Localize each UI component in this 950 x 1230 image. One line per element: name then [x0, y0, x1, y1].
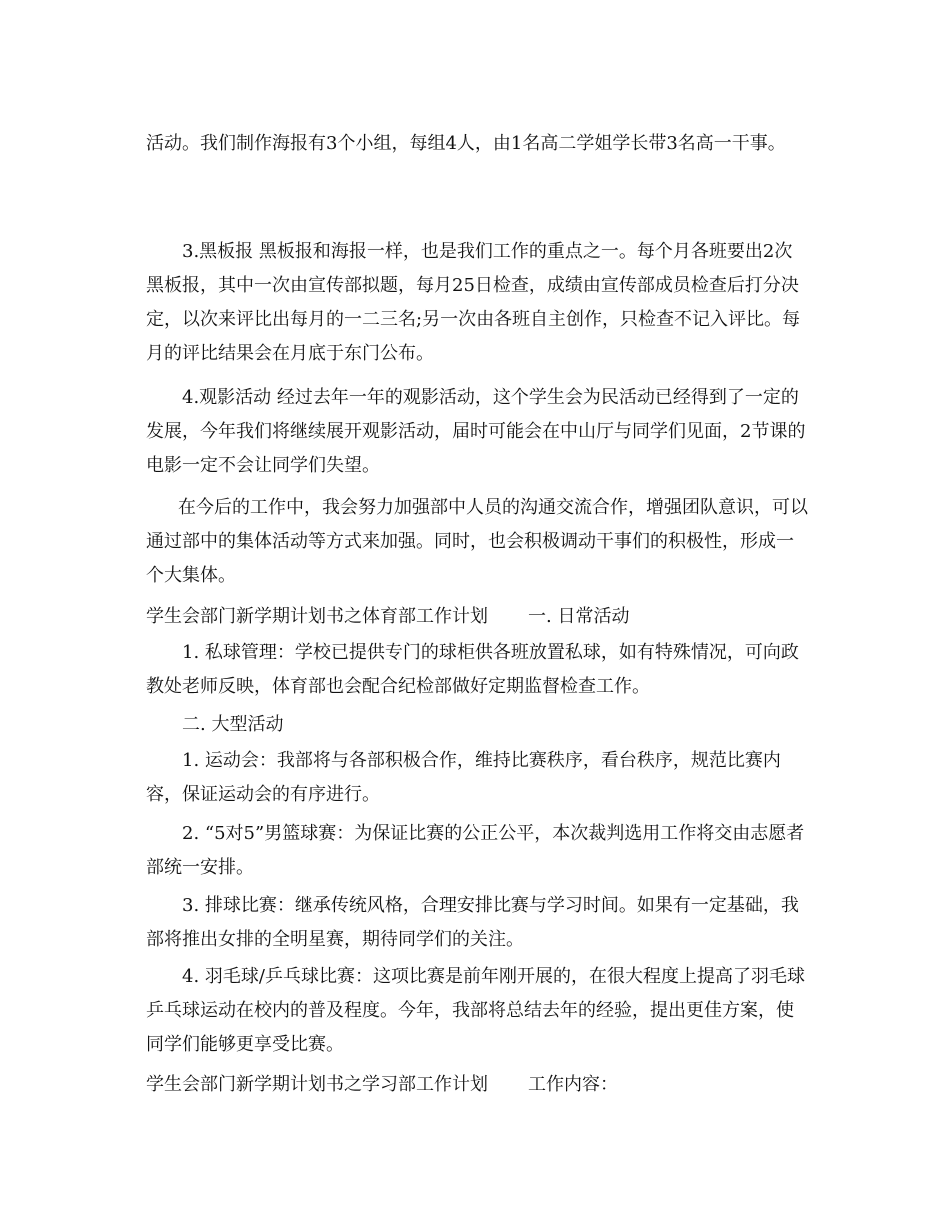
subheading-major-activities: 二. 大型活动 [182, 714, 284, 735]
paragraph-sports-meet: 1. 运动会：我部将与各部积极合作，维持比赛秩序，看台秩序，规范比赛内容，保证运动会的有序进行。 [146, 750, 781, 805]
subheading-daily-activities: 一. 日常活动 [528, 606, 630, 627]
section-title-study: 学生会部门新学期计划书之学习部工作计划 [146, 1074, 488, 1095]
paragraph-volleyball: 3. 排球比赛：继承传统风格，合理安排比赛与学习时间。如果有一定基础，我部将推出女排的全明星赛，期待同学们的关注。 [146, 895, 799, 950]
section-heading-sports [146, 600, 810, 634]
section-title-sports: 学生会部门新学期计划书之体育部工作计划 [146, 606, 488, 627]
subheading-work-content: 工作内容： [528, 1074, 618, 1095]
paragraph-basketball: 2. “5对5”男篮球赛：为保证比赛的公正公平，本次裁判选用工作将交由志愿者部统一安排。 [146, 823, 805, 878]
paragraph-ball-management: 1. 私球管理：学校已提供专门的球柜供各班放置私球，如有特殊情况，可向政教处老师反映，体育部也会配合纪检部做好定期监督检查工作。 [146, 642, 799, 697]
paragraph-future-work: 在今后的工作中，我会努力加强部中人员的沟通交流合作，增强团队意识，可以通过部中的集体活动等方式来加强。同时，也会积极调动干事们的积极性，形成一个大集体。 [146, 497, 808, 586]
paragraph-poster-groups: 活动。我们制作海报有3个小组，每组4人，由1名高二学姐学长带3名高一干事。 [146, 133, 786, 154]
paragraph-blackboard: 3.黑板报 黑板报和海报一样，也是我们工作的重点之一。每个月各班要出2次黑板报，其中一次由宣传部拟题，每月25日检查，成绩由宣传部成员检查后打分决定，以次来评比出每月的一二三名;另一次由各班自主创作，只检查不记入评比。每月的评比结果会在月底于东门公布。 [146, 241, 801, 364]
section-heading-study [146, 1068, 810, 1102]
paragraph-film-activity: 4.观影活动 经过去年一年的观影活动，这个学生会为民活动已经得到了一定的发展，今年我们将继续展开观影活动，届时可能会在中山厅与同学们见面，2节课的电影一定不会让同学们失望。 [146, 387, 806, 476]
paragraph-badminton-pingpong: 4. 羽毛球/乒乓球比赛：这项比赛是前年刚开展的，在很大程度上提高了羽毛球乒乓球运动在校内的普及程度。今年，我部将总结去年的经验，提出更佳方案，使同学们能够更享受比赛。 [146, 966, 805, 1055]
